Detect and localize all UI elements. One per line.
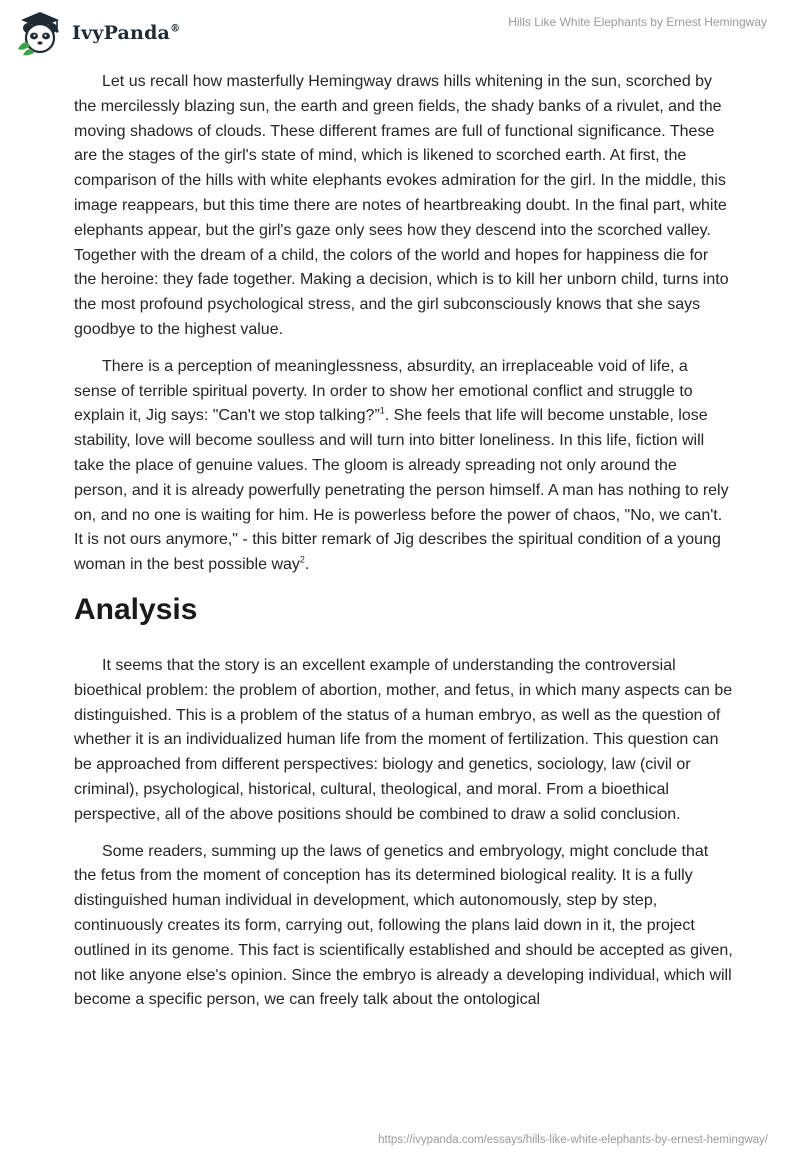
footnote-ref-2[interactable]: 2	[299, 554, 305, 565]
paragraph-2-text-b: . She feels that life will become unstable, lose stability, love will become soulless and will turn into bitter loneliness. In this life, fiction will take the place of genuine values. The gloom is already spreading not only around the person, and it is already powerfully penetrating the person himself. A man has nothing to rely on, and no one is waiting for him. He is powerless before the power of chaos, "No, we can't. It is not ours anymore," - this bitter remark of Jig describes the spiritual condition of a young woman in the best possible way	[74, 407, 729, 574]
paragraph-1: Let us recall how masterfully Hemingway draws hills whitening in the sun, scorched by the mercilessly blazing sun, the earth and green fields, the shady banks of a rivulet, and the moving shadows of clouds. These different frames are full of functional significance. These are the stages of the girl's state of mind, which is likened to scorched earth. At first, the comparison of the hills with white elephants evokes admiration for the girl. In the middle, this image reappears, but this time there are notes of heartbreaking doubt. In the final part, white elephants appear, but the girl's gaze only sees how they descend into the scorched valley. Together with the dream of a child, the colors of the world and hopes for happiness die for the heroine: they fade together. Making a decision, which is to kill her unborn child, turns into the most profound psychological stress, and the girl subconsciously knows that she says goodbye to the highest value.	[74, 73, 729, 338]
ivypanda-logo[interactable]	[14, 9, 180, 57]
source-url[interactable]: https://ivypanda.com/essays/hills-like-white-elephants-by-ernest-hemingway/	[378, 1134, 768, 1146]
paragraph-2	[74, 355, 734, 578]
brand-text: IvyPanda	[72, 22, 171, 44]
essay-content	[74, 70, 734, 1025]
document-title: Hills Like White Elephants by Ernest Hemingway	[508, 15, 767, 29]
section-heading-analysis: Analysis	[74, 592, 198, 626]
paragraph-2-text-a: There is a perception of meaninglessness, absurdity, an irreplaceable void of life, a sense of terrible spiritual poverty. In order to show her emotional conflict and struggle to explain it, Jig says: "Can't we stop talking?”	[74, 357, 693, 425]
page-header	[0, 0, 800, 62]
paragraph-2-end: .	[304, 556, 310, 574]
registered-mark: ®	[170, 23, 181, 35]
paragraph-3: It seems that the story is an excellent example of understanding the controversial bioethical problem: the problem of abortion, mother, and fetus, in which many aspects can be distinguished. This is a problem of the status of a human embryo, as well as the question of whether it is an individualized human life from the moment of fertilization. This question can be approached from different perspectives: biology and genetics, sociology, law (civil or criminal), psychological, historical, cultural, theological, and moral. From a bioethical perspective, all of the above positions should be combined to draw a solid conclusion.	[74, 656, 733, 823]
paragraph-4: Some readers, summing up the laws of genetics and embryology, might conclude that the fetus from the moment of conception has its determined biological reality. It is a fully distinguished human individual in development, which autonomously, step by step, continuously creates its form, carrying out, following the plans laid down in it, the project outlined in its genome. This fact is scientifically established and should be accepted as given, not like anyone else's opinion. Since the embryo is already a developing individual, which will become a specific person, we can freely talk about the ontological	[74, 842, 733, 1009]
footnote-ref-1[interactable]: 1	[379, 406, 385, 417]
brand-name	[72, 22, 180, 44]
panda-graduate-icon	[14, 9, 66, 57]
